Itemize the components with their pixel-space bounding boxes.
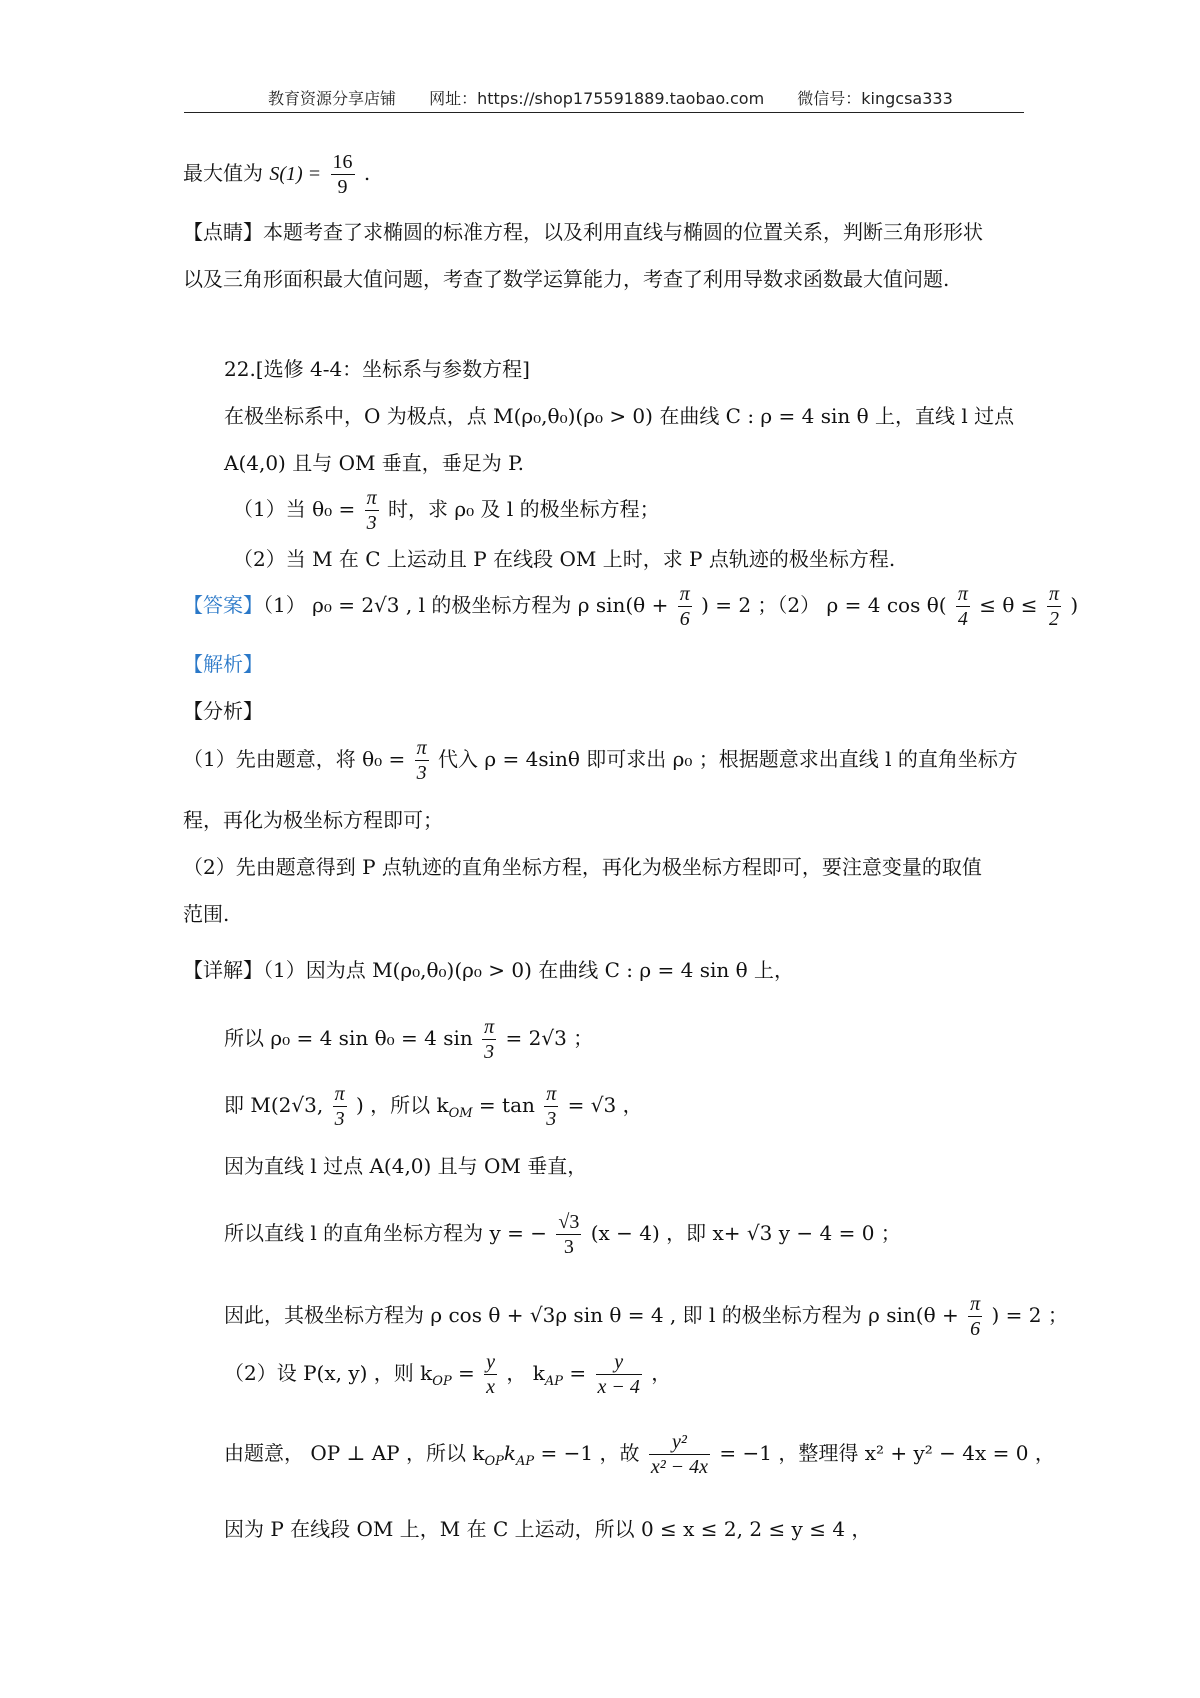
fraction-numerator: y xyxy=(486,1351,496,1373)
fraction-numerator: π xyxy=(970,1293,981,1315)
xiangjie-6-prefix: 因此，其极坐标方程为 ρ cos θ + √3ρ sin θ = 4 , 即 l 的极坐标方程为 ρ sin(θ + xyxy=(224,1303,959,1327)
xiangjie-6-suffix: ) = 2 ； xyxy=(991,1303,1068,1327)
xiangjie-8-prefix: 由题意， OP ⊥ AP ，所以 k xyxy=(224,1441,485,1465)
dianjing-text-2: 以及三角形面积最大值问题，考查了数学运算能力，考查了利用导数求函数最大值问题. xyxy=(183,267,950,291)
xiangjie-7-fraction-1 xyxy=(484,1350,497,1399)
xiangjie-3-prefix: 即 M(2√3, xyxy=(224,1093,324,1117)
xiangjie-5-fraction xyxy=(556,1210,581,1259)
fraction-numerator: π xyxy=(679,583,690,605)
jiexi-label: 【解析】 xyxy=(183,652,263,676)
answer-fraction-2 xyxy=(956,582,970,631)
xiangjie-2-fraction xyxy=(482,1015,496,1064)
xiangjie-line-3 xyxy=(224,1082,643,1131)
fraction-numerator: 16 xyxy=(332,151,353,173)
header-divider xyxy=(184,112,1024,113)
header-shop-name: 教育资源分享店铺 xyxy=(268,89,397,108)
fraction-numerator: π xyxy=(416,737,427,759)
dianjing-label: 【点睛】 xyxy=(183,220,263,244)
answer-part-2: ) = 2 ；（2） ρ = 4 cos θ( xyxy=(701,593,947,617)
xiangjie-2-suffix: = 2√3 ； xyxy=(505,1026,594,1050)
xiangjie-line-6 xyxy=(224,1292,1068,1341)
max-value-tail: . xyxy=(363,161,371,185)
xiangjie-5-prefix: 所以直线 l 的直角坐标方程为 y = − xyxy=(224,1221,547,1245)
fenxi-para-1-prefix: （1）先由题意，将 θ₀ = xyxy=(183,747,406,771)
xiangjie-7-suffix: ， xyxy=(651,1361,672,1385)
page-header xyxy=(268,86,1048,109)
fenxi-label: 【分析】 xyxy=(183,699,263,723)
xiangjie-3-fraction-2 xyxy=(544,1082,558,1131)
xiangjie-5-suffix: (x − 4) ，即 x+ √3 y − 4 = 0 ； xyxy=(590,1221,901,1245)
xiangjie-2-prefix: 所以 ρ₀ = 4 sin θ₀ = 4 sin xyxy=(224,1026,473,1050)
xiangjie-8-subscript-1: OP xyxy=(484,1454,504,1469)
fenxi-fraction xyxy=(415,736,429,785)
fraction-denominator: 9 xyxy=(337,176,348,198)
answer-label: 【答案】 xyxy=(183,593,263,617)
fenxi-para-1-suffix: 代入 ρ = 4sinθ 即可求出 ρ₀ ；根据题意求出直线 l 的直角坐标方 xyxy=(438,747,1018,771)
fraction-denominator: 3 xyxy=(546,1108,557,1130)
xiangjie-3-fraction-1 xyxy=(333,1082,347,1131)
question-1 xyxy=(233,486,660,535)
xiangjie-7-subscript-2: AP xyxy=(544,1374,564,1389)
xiangjie-3-subscript: OM xyxy=(448,1106,473,1121)
xiangjie-line-7 xyxy=(224,1350,671,1399)
xiangjie-3-suffix: = √3 ， xyxy=(567,1093,643,1117)
xiangjie-line-1 xyxy=(183,956,794,984)
fraction-denominator: 3 xyxy=(366,512,377,534)
fraction-denominator: 2 xyxy=(1048,608,1059,630)
answer-fraction-3 xyxy=(1047,582,1061,631)
xiangjie-label: 【详解】 xyxy=(183,958,263,982)
xiangjie-7-mid: ， k xyxy=(506,1361,545,1385)
fraction-denominator: 6 xyxy=(970,1318,981,1340)
xiangjie-7-subscript-1: OP xyxy=(432,1374,452,1389)
question-1-prefix: （1）当 θ₀ = xyxy=(233,497,356,521)
fraction-numerator: y² xyxy=(649,1430,710,1455)
xiangjie-7-prefix: （2）设 P(x, y) ，则 k xyxy=(224,1361,433,1385)
fraction-numerator: π xyxy=(366,487,377,509)
fenxi-para-2: （2）先由题意得到 P 点轨迹的直角坐标方程，再化为极坐标方程即可，要注意变量的取值 xyxy=(183,855,982,879)
xiangjie-line-8 xyxy=(224,1430,1055,1479)
fenxi-para-2-cont: 范围. xyxy=(183,902,230,926)
max-value-fraction xyxy=(331,150,355,199)
xiangjie-7-equals-2: = xyxy=(563,1361,587,1385)
fraction-denominator: x − 4 xyxy=(597,1376,640,1398)
problem-title: 22.[选修 4-4：坐标系与参数方程] xyxy=(224,357,530,381)
fraction-denominator: 3 xyxy=(416,762,427,784)
fraction-numerator: √3 xyxy=(558,1211,580,1233)
xiangjie-line-5 xyxy=(224,1210,901,1259)
xiangjie-line-2 xyxy=(224,1015,593,1064)
fraction-numerator: π xyxy=(334,1083,345,1105)
max-value-line xyxy=(183,150,370,199)
question-1-fraction xyxy=(365,486,379,535)
fraction-numerator: y xyxy=(596,1350,642,1375)
fraction-denominator: 3 xyxy=(334,1108,345,1130)
xiangjie-line-9: 因为 P 在线段 OM 上，M 在 C 上运动，所以 0 ≤ x ≤ 2, 2 ≤ y ≤ 4 ， xyxy=(224,1517,872,1541)
max-value-expr: S(1) = xyxy=(269,163,322,185)
xiangjie-8-k: k xyxy=(503,1441,516,1465)
xiangjie-8-suffix: = −1 ，整理得 x² + y² − 4x = 0 ， xyxy=(719,1441,1055,1465)
xiangjie-8-fraction xyxy=(649,1430,710,1479)
xiangjie-3-mid: ) ，所以 k xyxy=(355,1093,449,1117)
xiangjie-8-mid: = −1 ，故 xyxy=(534,1441,640,1465)
answer-line xyxy=(183,582,1078,631)
xiangjie-3-tan: = tan xyxy=(472,1093,535,1117)
fraction-numerator: π xyxy=(957,583,968,605)
max-value-prefix: 最大值为 xyxy=(183,161,263,185)
question-1-suffix: 时，求 ρ₀ 及 l 的极坐标方程； xyxy=(388,497,660,521)
answer-part-1: （1） ρ₀ = 2√3 , l 的极坐标方程为 ρ sin(θ + xyxy=(263,593,669,617)
xiangjie-8-subscript-2: AP xyxy=(516,1454,535,1469)
fraction-denominator: 6 xyxy=(679,608,690,630)
fraction-denominator: 4 xyxy=(957,608,968,630)
answer-fraction-1 xyxy=(678,582,692,631)
header-shop-url: 网址：https://shop175591889.taobao.com xyxy=(429,89,765,108)
header-wechat: 微信号：kingcsa333 xyxy=(797,89,953,108)
fraction-numerator: π xyxy=(484,1016,495,1038)
xiangjie-7-fraction-2 xyxy=(596,1350,642,1399)
xiangjie-7-equals-1: = xyxy=(451,1361,475,1385)
fraction-numerator: π xyxy=(546,1083,557,1105)
dianjing-text-1: 本题考查了求椭圆的标准方程，以及利用直线与椭圆的位置关系，判断三角形形状 xyxy=(263,220,983,244)
fraction-denominator: 3 xyxy=(484,1041,495,1063)
problem-statement-2: A(4,0) 且与 OM 垂直，垂足为 P. xyxy=(224,451,524,475)
xiangjie-6-fraction xyxy=(968,1292,982,1341)
answer-inequality: ≤ θ ≤ xyxy=(979,593,1038,617)
dianjing-line-2 xyxy=(183,265,949,293)
xiangjie-line-4: 因为直线 l 过点 A(4,0) 且与 OM 垂直， xyxy=(224,1154,588,1178)
fraction-denominator: x² − 4x xyxy=(650,1456,709,1478)
dianjing-line-1 xyxy=(183,218,983,246)
fenxi-para-1 xyxy=(183,736,1018,785)
problem-statement-1: 在极坐标系中，O 为极点，点 M(ρ₀,θ₀)(ρ₀ > 0) 在曲线 C : ρ = 4 sin θ 上，直线 l 过点 xyxy=(224,404,1015,428)
fraction-denominator: 3 xyxy=(563,1236,574,1258)
answer-close-paren: ) xyxy=(1070,593,1079,617)
fraction-numerator: π xyxy=(1048,583,1059,605)
fraction-denominator: x xyxy=(486,1376,496,1398)
question-2: （2）当 M 在 C 上运动且 P 在线段 OM 上时，求 P 点轨迹的极坐标方程. xyxy=(233,547,896,571)
xiangjie-text-1: （1）因为点 M(ρ₀,θ₀)(ρ₀ > 0) 在曲线 C : ρ = 4 sin θ 上， xyxy=(263,958,795,982)
fenxi-para-1-cont: 程，再化为极坐标方程即可； xyxy=(183,808,443,832)
